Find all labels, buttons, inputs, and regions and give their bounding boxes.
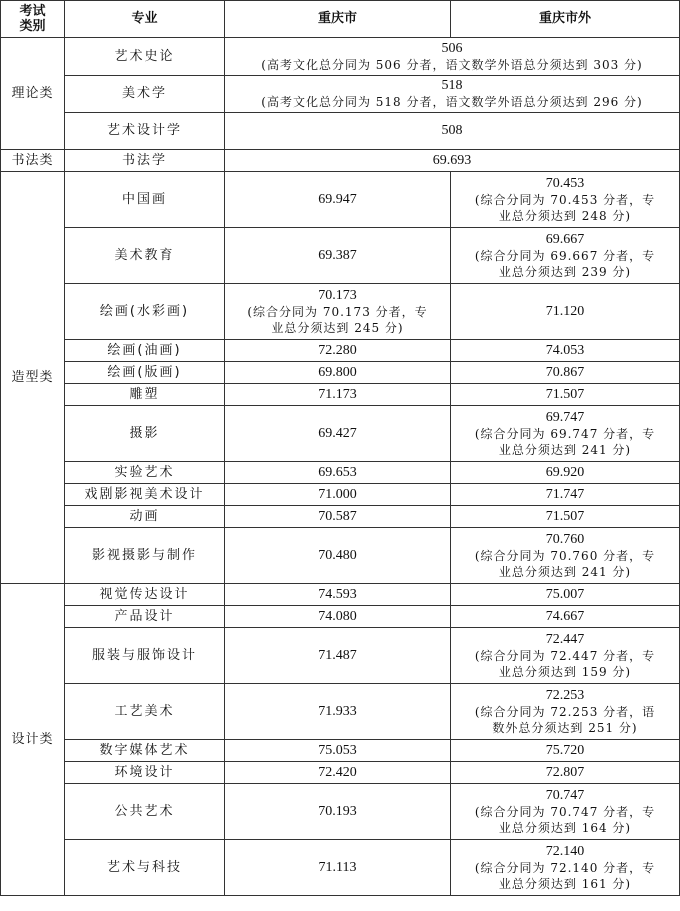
- score-outside: [451, 172, 680, 228]
- major-name: 中国画: [65, 172, 225, 228]
- header-outside: 重庆市外: [451, 1, 680, 38]
- table-row: [1, 406, 680, 462]
- score-value: 70.760: [545, 531, 585, 547]
- score-value: 70.747: [545, 787, 585, 803]
- header-category-line2: 类别: [19, 19, 46, 34]
- score-value: 506: [441, 40, 463, 56]
- major-name: 艺术与科技: [65, 840, 225, 896]
- score-note-line1: (综合分同为 72.253 分者，语: [474, 704, 656, 719]
- major-name: 雕塑: [65, 384, 225, 406]
- score-outside: [451, 684, 680, 740]
- score-note-line1: (综合分同为 69.667 分者，专: [474, 248, 656, 263]
- table-row: [1, 228, 680, 284]
- major-name: 美术学: [65, 76, 225, 113]
- major-name: 美术教育: [65, 228, 225, 284]
- major-name: 书法学: [65, 150, 225, 172]
- score-chongqing: 69.947: [225, 172, 451, 228]
- score-outside: 71.120: [451, 284, 680, 340]
- score-outside: 75.007: [451, 584, 680, 606]
- table-row: [1, 784, 680, 840]
- score-note-line2: 业总分须达到 241 分): [498, 442, 632, 457]
- score-merged: 508: [225, 113, 680, 150]
- score-chongqing: 69.800: [225, 362, 451, 384]
- score-value: 69.747: [545, 409, 585, 425]
- score-outside: 74.053: [451, 340, 680, 362]
- score-note-line2: 业总分须达到 241 分): [498, 564, 632, 579]
- score-chongqing: 72.420: [225, 762, 451, 784]
- score-chongqing: [225, 284, 451, 340]
- category-modeling: 造型类: [1, 172, 65, 584]
- table-row: [1, 606, 680, 628]
- major-name: 服装与服饰设计: [65, 628, 225, 684]
- score-merged: [225, 76, 680, 113]
- score-chongqing: 69.427: [225, 406, 451, 462]
- score-chongqing: 74.593: [225, 584, 451, 606]
- score-merged: 69.693: [225, 150, 680, 172]
- score-outside: 72.807: [451, 762, 680, 784]
- score-chongqing: 69.653: [225, 462, 451, 484]
- score-chongqing: 70.480: [225, 528, 451, 584]
- score-outside: 75.720: [451, 740, 680, 762]
- score-outside: [451, 528, 680, 584]
- score-outside: [451, 406, 680, 462]
- table-row: [1, 762, 680, 784]
- score-value: 518: [441, 78, 463, 93]
- score-note-line2: 业总分须达到 245 分): [271, 320, 404, 335]
- table-row: [1, 684, 680, 740]
- major-name: 艺术设计学: [65, 113, 225, 150]
- major-name: 影视摄影与制作: [65, 528, 225, 584]
- header-major: 专业: [65, 1, 225, 38]
- header-chongqing: 重庆市: [225, 1, 451, 38]
- score-chongqing: 71.113: [225, 840, 451, 896]
- table-row: [1, 462, 680, 484]
- major-name: 动画: [65, 506, 225, 528]
- table-row: [1, 484, 680, 506]
- header-row: [1, 1, 680, 38]
- major-name: 绘画(版画): [65, 362, 225, 384]
- table-row: [1, 362, 680, 384]
- table-row: [1, 584, 680, 606]
- score-chongqing: 71.933: [225, 684, 451, 740]
- table-row: [1, 340, 680, 362]
- score-outside: [451, 840, 680, 896]
- score-note-line1: (综合分同为 70.453 分者，专: [474, 192, 656, 207]
- score-note-line2: 业总分须达到 161 分): [498, 876, 632, 891]
- header-category: [1, 1, 65, 38]
- score-value: 70.173: [318, 287, 357, 303]
- score-outside: 71.747: [451, 484, 680, 506]
- table-row: [1, 172, 680, 228]
- major-name: 实验艺术: [65, 462, 225, 484]
- major-name: 数字媒体艺术: [65, 740, 225, 762]
- table-row: [1, 384, 680, 406]
- score-note: (高考文化总分同为 506 分者，语文数学外语总分须达到 303 分): [261, 57, 643, 72]
- table-row: [1, 113, 680, 150]
- score-note-line2: 业总分须达到 248 分): [498, 208, 632, 223]
- score-value: 69.667: [545, 231, 585, 247]
- major-name: 公共艺术: [65, 784, 225, 840]
- score-outside: 69.920: [451, 462, 680, 484]
- score-outside: [451, 784, 680, 840]
- score-chongqing: 71.173: [225, 384, 451, 406]
- score-note-line1: (综合分同为 70.747 分者，专: [474, 804, 656, 819]
- score-note-line1: (综合分同为 69.747 分者，专: [474, 426, 656, 441]
- table-row: [1, 840, 680, 896]
- table-row: [1, 628, 680, 684]
- major-name: 工艺美术: [65, 684, 225, 740]
- score-note-line1: (综合分同为 72.140 分者，专: [474, 860, 656, 875]
- score-chongqing: 71.487: [225, 628, 451, 684]
- score-value: 72.447: [545, 631, 585, 647]
- score-outside: 71.507: [451, 384, 680, 406]
- category-calligraphy: 书法类: [1, 150, 65, 172]
- major-name: 艺术史论: [65, 38, 225, 76]
- score-outside: 70.867: [451, 362, 680, 384]
- score-chongqing: 75.053: [225, 740, 451, 762]
- table-row: [1, 506, 680, 528]
- score-note-line1: (综合分同为 70.173 分者，专: [247, 304, 428, 319]
- score-note-line2: 业总分须达到 159 分): [498, 664, 632, 679]
- header-category-line1: 考试: [19, 4, 46, 19]
- score-outside: 71.507: [451, 506, 680, 528]
- table-row: [1, 150, 680, 172]
- major-name: 产品设计: [65, 606, 225, 628]
- score-outside: [451, 628, 680, 684]
- major-name: 摄影: [65, 406, 225, 462]
- major-name: 绘画(油画): [65, 340, 225, 362]
- score-chongqing: 70.193: [225, 784, 451, 840]
- major-name: 视觉传达设计: [65, 584, 225, 606]
- score-chongqing: 74.080: [225, 606, 451, 628]
- score-value: 72.140: [545, 843, 585, 859]
- score-note-line2: 数外总分须达到 251 分): [492, 720, 638, 735]
- major-name: 环境设计: [65, 762, 225, 784]
- major-name: 戏剧影视美术设计: [65, 484, 225, 506]
- score-chongqing: 69.387: [225, 228, 451, 284]
- category-theory: 理论类: [1, 38, 65, 150]
- score-note-line1: (综合分同为 70.760 分者，专: [474, 548, 656, 563]
- score-note-line1: (综合分同为 72.447 分者，专: [474, 648, 656, 663]
- score-merged: [225, 38, 680, 76]
- table-row: [1, 284, 680, 340]
- score-chongqing: 72.280: [225, 340, 451, 362]
- score-note-line2: 业总分须达到 239 分): [498, 264, 632, 279]
- score-chongqing: 71.000: [225, 484, 451, 506]
- major-name: 绘画(水彩画): [65, 284, 225, 340]
- table-row: [1, 528, 680, 584]
- score-outside: [451, 228, 680, 284]
- score-value: 72.253: [545, 687, 585, 703]
- score-note-line2: 业总分须达到 164 分): [498, 820, 632, 835]
- category-design: 设计类: [1, 584, 65, 896]
- score-value: 70.453: [545, 175, 585, 191]
- table-row: [1, 38, 680, 76]
- table-row: [1, 740, 680, 762]
- score-note: (高考文化总分同为 518 分者，语文数学外语总分须达到 296 分): [261, 95, 643, 109]
- score-outside: 74.667: [451, 606, 680, 628]
- score-chongqing: 70.587: [225, 506, 451, 528]
- table-row: [1, 76, 680, 113]
